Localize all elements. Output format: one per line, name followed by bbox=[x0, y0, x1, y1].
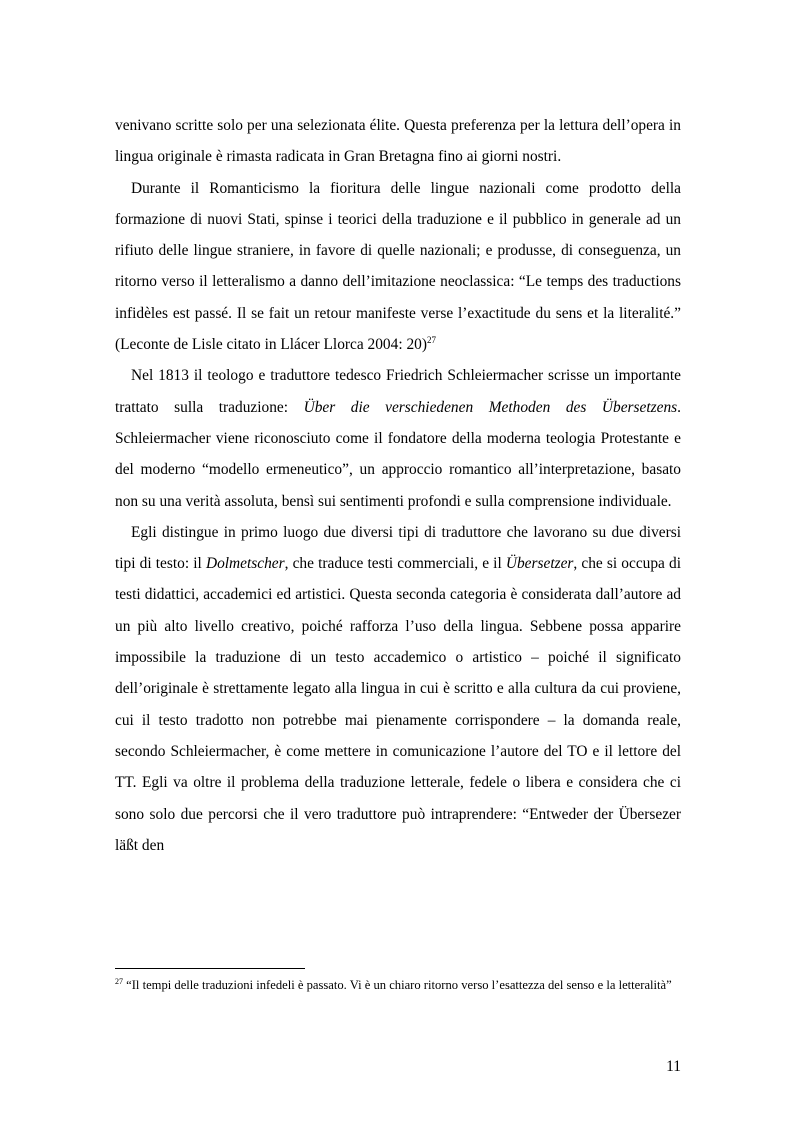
footnote-text: “Il tempi delle traduzioni infedeli è passato. Vi è un chiaro ritorno verso l’esattezza del senso e la letteralità” bbox=[123, 978, 672, 992]
paragraph-4 bbox=[115, 517, 681, 861]
term-uebersetzer: Übersetzer bbox=[505, 555, 574, 573]
body-text bbox=[115, 110, 681, 861]
paragraph-4-text-b: , che traduce testi commerciali, e il bbox=[284, 555, 506, 573]
work-title: Über die verschiedenen Methoden des Übersetzens bbox=[303, 398, 678, 416]
page-number: 11 bbox=[666, 1058, 681, 1075]
paragraph-1 bbox=[115, 110, 681, 173]
paragraph-4-text-c: , che si occupa di testi didattici, accademici ed artistici. Questa seconda categoria è considerata dall’autore ad un più alto livello creativo, poiché rafforza l’uso della lingua. Sebbene possa apparire impossibile la traduzione di un testo accademico o artistico – poiché il significato dell’originale è strettamente legato alla lingua in cui è scritto e alla cultura da cui proviene, cui il testo tradotto non potrebbe mai pienamente corrispondere – la domanda reale, secondo Schleiermacher, è come mettere in comunicazione l’autore del TO e il lettore del TT. Egli va oltre il problema della traduzione letterale, fedele o libera e considera che ci sono solo due percorsi che il vero traduttore può intraprendere: “Entweder der Übersezer läßt den bbox=[115, 555, 681, 854]
paragraph-2-text: Durante il Romanticismo la fioritura delle lingue nazionali come prodotto della formazione di nuovi Stati, spinse i teorici della traduzione e il pubblico in generale ad un rifiuto delle lingue straniere, in favore di quelle nazionali; e produsse, di conseguenza, un ritorno verso il letteralismo a danno dell’imitazione neoclassica: “Le temps des traductions infidèles est passé. Il se fait un retour manifeste verse l’exactitude du sens et la literalité.” (Leconte de Lisle citato in Llácer Llorca 2004: 20) bbox=[115, 179, 681, 354]
paragraph-3-text-before: Nel 1813 il teologo e traduttore tedesco Friedrich Schleiermacher scrisse un importante trattato sulla traduzione: bbox=[115, 367, 681, 416]
footnote bbox=[115, 976, 681, 994]
footnote-reference[interactable]: 27 bbox=[426, 334, 436, 345]
paragraph-4-text-a: Egli distingue in primo luogo due diversi tipi di traduttore che lavorano su due diversi tipi di testo: il bbox=[115, 523, 681, 573]
footnote-separator bbox=[115, 968, 305, 969]
paragraph-2 bbox=[115, 173, 681, 361]
paragraph-3-text-after: . Schleiermacher viene riconosciuto come il fondatore della moderna teologia Protestante e del moderno “modello ermeneutico”, un approccio romantico all’interpretazione, basato non su una verità assoluta, bensì sui sentimenti profondi e sulla comprensione individuale. bbox=[115, 398, 681, 510]
term-dolmetscher: Dolmetscher bbox=[205, 555, 285, 573]
paragraph-3 bbox=[115, 360, 681, 516]
paragraph-1-text: venivano scritte solo per una selezionata élite. Questa preferenza per la lettura dell’opera in lingua originale è rimasta radicata in Gran Bretagna fino ai giorni nostri. bbox=[115, 117, 681, 166]
footnote-mark: 27 bbox=[115, 976, 123, 986]
